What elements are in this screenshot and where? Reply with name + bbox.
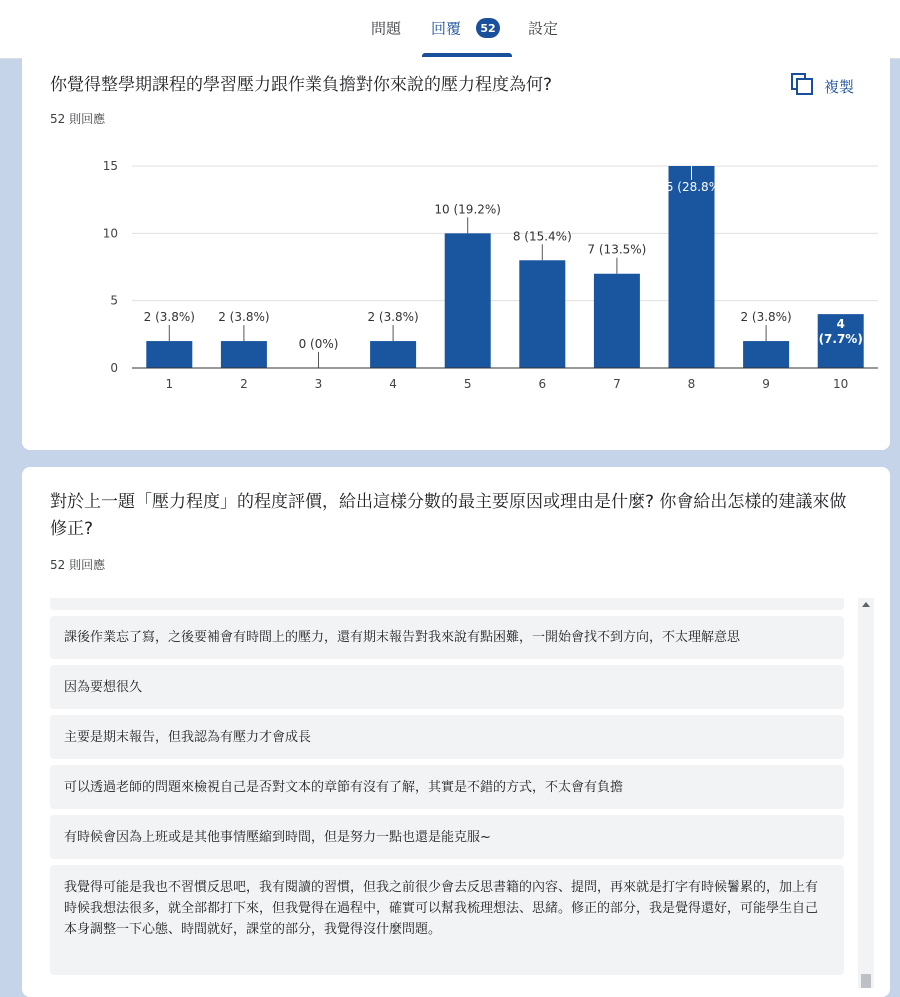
x-tick-label: 8 (687, 377, 696, 391)
list-item: 我覺得可能是我也不習慣反思吧，我有閱讀的習慣，但我之前很少會去反思書籍的內容、提問，再來就是打字有時候鬐累的，加上有時候我想法很多，就全部都打下來，但我覺得在過程中，確實可以幫我梳理想法、思緒。修正的部分，我是覺得還好，可能學生自己本身調整一下心態、時間就好，課堂的部分，我覺得沒什麼問題。 (50, 865, 844, 975)
data-label: 10 (19.2%) (434, 202, 501, 217)
bar (743, 341, 789, 368)
tab-questions[interactable]: 問題 (371, 19, 402, 38)
list-item: 主要是期末報告，但我認為有壓力才會成長 (50, 715, 844, 759)
list-item: 有時候會因為上班或是其他事情壓縮到時間，但是努力一點也還是能克服~ (50, 815, 844, 859)
x-tick-label: 1 (165, 377, 174, 391)
data-label: 2 (3.8%) (740, 310, 792, 325)
tab-settings[interactable]: 設定 (528, 19, 559, 38)
question-title: 你覺得整學期課程的學習壓力跟作業負擔對你來說的壓力程度為何? (50, 75, 553, 95)
data-label: (7.7%) (818, 332, 863, 347)
tab-responses[interactable]: 回覆 (431, 19, 462, 38)
data-label: 2 (3.8%) (218, 310, 270, 325)
bar-chart (22, 58, 890, 450)
response-count: 52 則回應 (50, 558, 106, 572)
x-tick-label: 3 (314, 377, 323, 391)
y-tick-label: 10 (102, 226, 118, 241)
scroll-up-arrow-icon[interactable] (862, 602, 870, 607)
y-tick-label: 5 (110, 293, 118, 308)
data-label: 8 (15.4%) (512, 229, 572, 244)
y-tick-label: 0 (110, 361, 118, 375)
question-card-stress-level (22, 58, 890, 450)
y-tick-label: 15 (102, 159, 118, 173)
x-tick-label: 6 (538, 377, 547, 391)
bar (669, 166, 715, 368)
data-label: 2 (3.8%) (367, 310, 419, 325)
list-item (50, 598, 844, 610)
x-tick-label: 5 (463, 377, 472, 391)
list-item: 課後作業忘了寫，之後要補會有時間上的壓力，還有期末報告對我來說有點困難，一開始會找不到方向，不太理解意思 (50, 616, 844, 659)
x-tick-label: 9 (762, 377, 770, 391)
x-tick-label: 2 (240, 377, 248, 391)
bar (370, 341, 416, 368)
list-item: 因為要想很久 (50, 665, 844, 709)
data-label: 15 (28.8%) (658, 180, 725, 194)
bar (221, 341, 267, 368)
scroll-thumb[interactable] (861, 974, 871, 988)
response-count-badge: 52 (476, 18, 500, 38)
data-label: 2 (3.8%) (143, 310, 195, 325)
bar (519, 260, 565, 368)
question-card-reasons (22, 467, 890, 997)
response-scrollbar[interactable] (858, 598, 874, 988)
bar (146, 341, 192, 368)
list-item: 可以透過老師的問題來檢視自己是否對文本的章節有沒有了解，其實是不錯的方式，不太會有負擔 (50, 765, 844, 809)
x-tick-label: 4 (389, 377, 397, 391)
top-tab-bar (0, 0, 900, 59)
data-label: 4 (836, 317, 845, 332)
copy-label: 複製 (824, 77, 855, 96)
response-list[interactable] (50, 598, 844, 988)
x-tick-label: 7 (613, 377, 621, 391)
bar (445, 233, 491, 368)
response-count: 52 則回應 (50, 112, 106, 126)
data-label: 7 (13.5%) (587, 242, 647, 257)
x-tick-label: 10 (833, 377, 849, 391)
data-label: 0 (0%) (298, 337, 339, 351)
active-tab-indicator (422, 53, 512, 57)
bar (594, 274, 640, 368)
question-title: 對於上一題「壓力程度」的程度評價，給出這樣分數的最主要原因或理由是什麼? 你會給出怎樣的建議來做修正? (50, 492, 847, 539)
